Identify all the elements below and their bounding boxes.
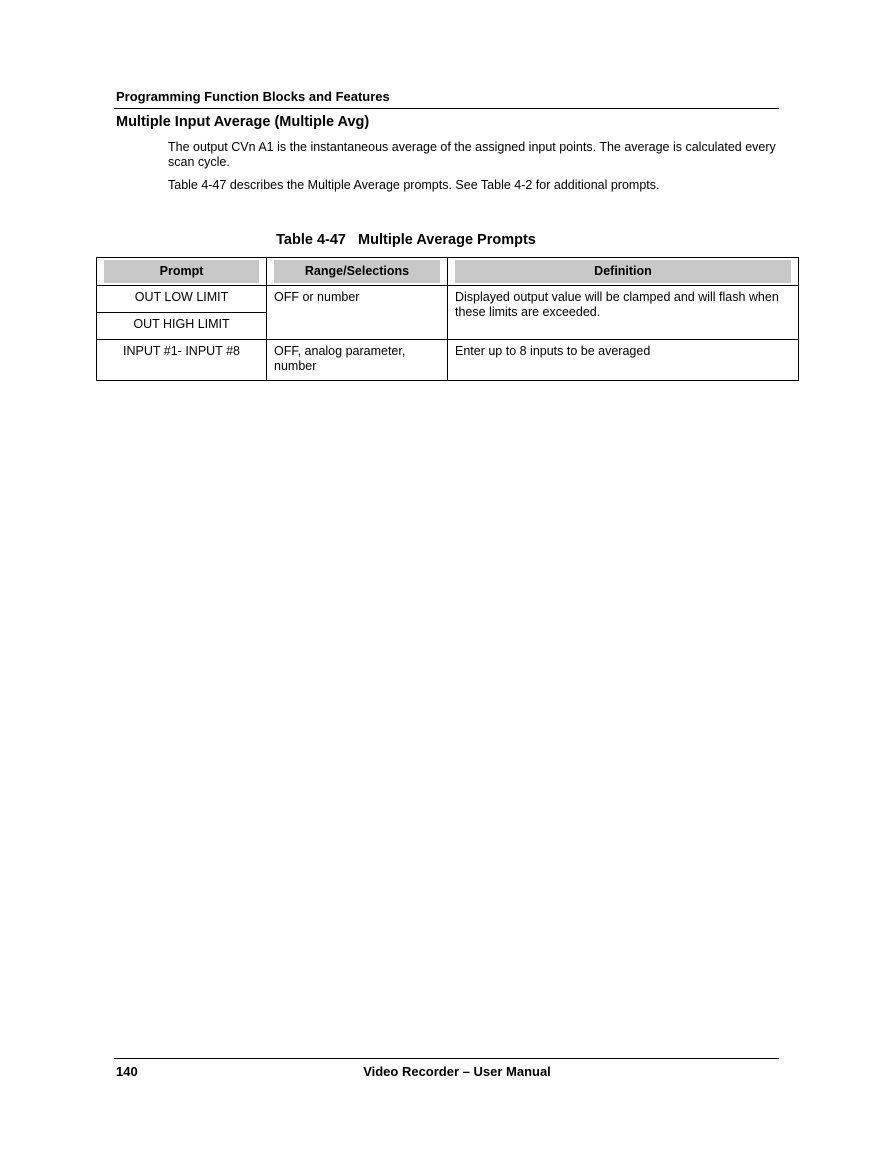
column-header: Prompt [97,258,267,286]
prompt-cell: INPUT #1- INPUT #8 [97,340,267,381]
table-row [97,340,799,381]
prompt-cell: OUT HIGH LIMIT [97,313,267,340]
footer-rule [114,1058,779,1059]
prompt-cell: OUT LOW LIMIT [97,286,267,313]
range-cell: OFF, analog parameter, number [267,340,448,381]
definition-cell: Displayed output value will be clamped and will flash when these limits are exceeded. [448,286,799,340]
definition-cell: Enter up to 8 inputs to be averaged [448,340,799,381]
range-cell: OFF or number [267,286,448,340]
page-number: 140 [116,1064,138,1079]
body-paragraph: The output CVn A1 is the instantaneous average of the assigned input points. The average is calculated every scan cycle. [168,140,776,169]
body-paragraph: Table 4-47 describes the Multiple Average prompts. See Table 4-2 for additional prompts. [168,178,660,192]
running-header: Programming Function Blocks and Features [116,89,390,104]
table-row [97,286,799,313]
header-rule [114,108,779,109]
table-header-row [97,258,799,286]
column-header: Definition [448,258,799,286]
section-heading: Multiple Input Average (Multiple Avg) [116,114,370,130]
column-header: Range/Selections [267,258,448,286]
prompts-table [96,257,799,381]
table-caption: Table 4-47 Multiple Average Prompts [276,232,536,248]
footer-title: Video Recorder – User Manual [363,1064,551,1079]
